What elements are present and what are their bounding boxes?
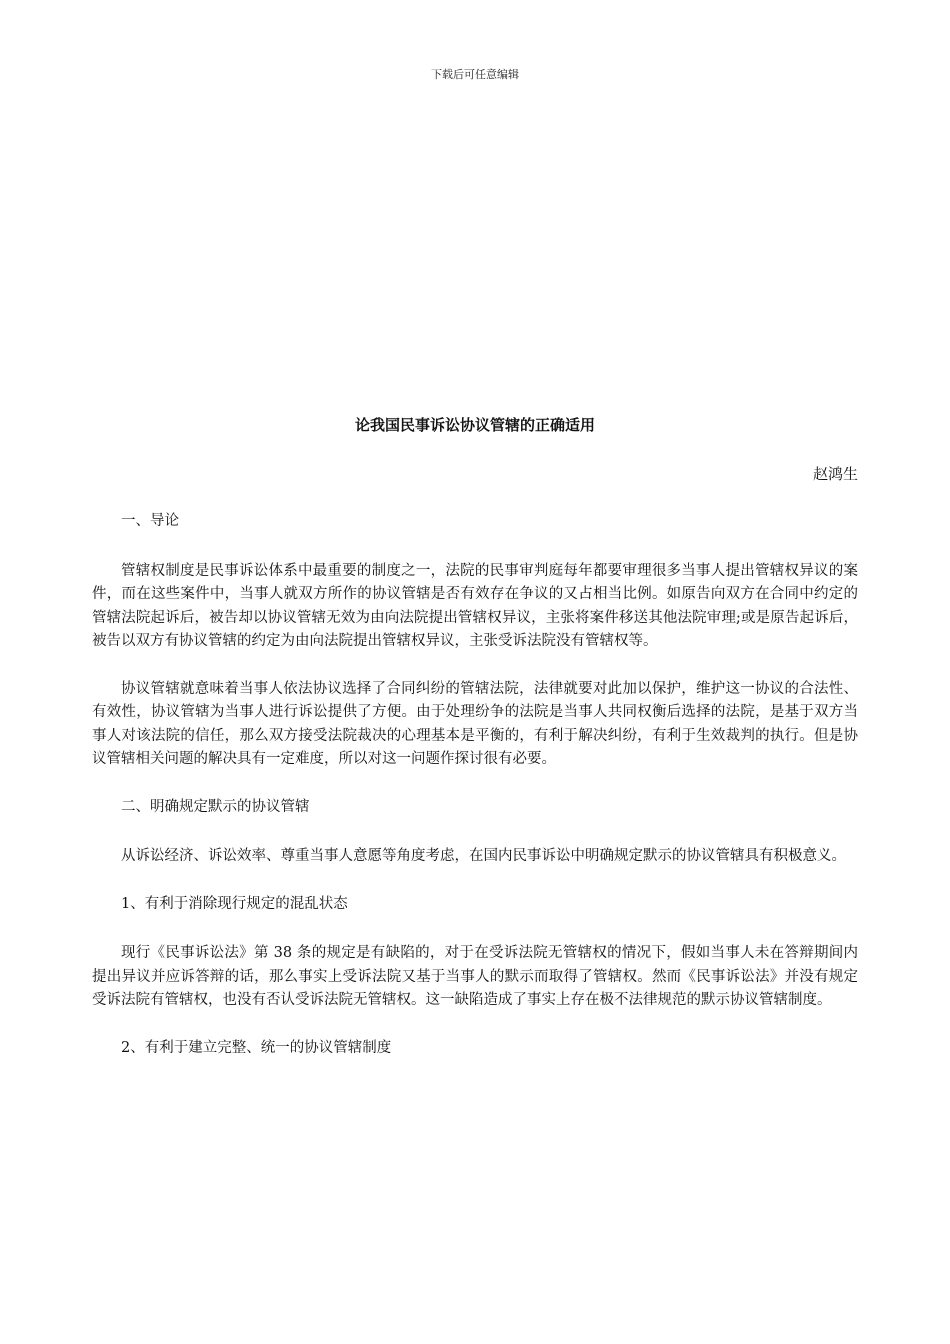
section-heading: 二、明确规定默示的协议管辖 (121, 798, 310, 815)
author-name: 赵鸿生 (812, 465, 858, 483)
section-heading: 一、导论 (121, 513, 179, 529)
body-paragraph: 从诉讼经济、诉讼效率、尊重当事人意愿等角度考虑，在国内民事诉讼中明确规定默示的协议管辖具有积极意义。 (121, 848, 846, 864)
document-title: 论我国民事诉讼协议管辖的正确适用 (354, 416, 595, 434)
subsection-heading: 2、有利于建立完整、统一的协议管辖制度 (121, 1039, 392, 1056)
header-note: 下载后可任意编辑 (431, 68, 519, 81)
subsection-heading: 1、有利于消除现行规定的混乱状态 (121, 895, 348, 912)
document-body (92, 510, 858, 1086)
body-paragraph: 现行《民事诉讼法》第 38 条的规定是有缺陷的，对于在受诉法院无管辖权的情况下，假如当事人未在答辩期间内提出异议并应诉答辩的话，那么事实上受诉法院又基于当事人的默示而取得了管辖权。然而《民事诉讼法》并没有规定受诉法院有管辖权，也没有否认受诉法院无管辖权。这一缺陷造成了事实上存在极不法律规范的默示协议管辖制度。 (92, 945, 858, 1008)
body-paragraph: 协议管辖就意味着当事人依法协议选择了合同纠纷的管辖法院，法律就要对此加以保护，维护这一协议的合法性、有效性，协议管辖为当事人进行诉讼提供了方便。由于处理纷争的法院是当事人共同权衡后选择的法院，是基于双方当事人对该法院的信任，那么双方接受法院裁决的心理基本是平衡的，有利于解决纠纷，有利于生效裁判的执行。但是协议管辖相关问题的解决具有一定难度，所以对这一问题作探讨很有必要。 (92, 680, 858, 767)
body-paragraph: 管辖权制度是民事诉讼体系中最重要的制度之一，法院的民事审判庭每年都要审理很多当事人提出管辖权异议的案件，而在这些案件中，当事人就双方所作的协议管辖是否有效存在争议的又占相当比例。如原告向双方在合同中约定的管辖法院起诉后，被告却以协议管辖无效为由向法院提出管辖权异议，主张将案件移送其他法院审理;或是原告起诉后，被告以双方有协议管辖的约定为由向法院提出管辖权异议，主张受诉法院没有管辖权等。 (92, 562, 858, 649)
